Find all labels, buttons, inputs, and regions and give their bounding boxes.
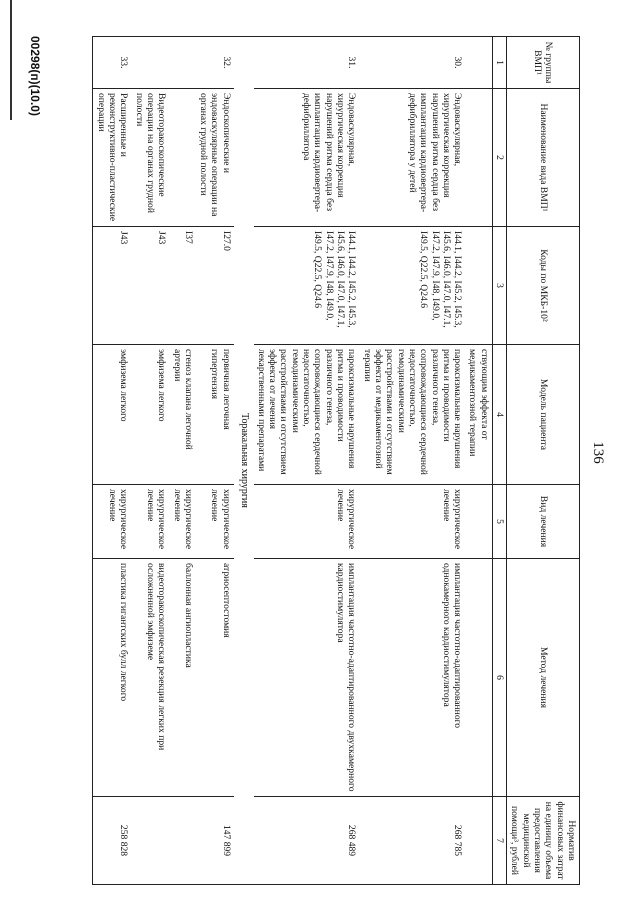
treatment-method: имплантация частотно-адаптированного двухкамерного кардиостимулятора bbox=[254, 559, 360, 797]
table-row bbox=[196, 37, 234, 885]
vmp-name: Видеоторакоскопические операции на органах грудной полости bbox=[131, 89, 169, 227]
patient-model-continued: ствующим эффекта от медикаментозной терапии bbox=[465, 345, 492, 485]
group-number: 30. bbox=[359, 37, 465, 89]
treatment-type: хирургическое лечение bbox=[131, 485, 169, 559]
column-number: 2 bbox=[492, 89, 506, 227]
column-number: 5 bbox=[492, 485, 506, 559]
table-header-row bbox=[507, 37, 580, 885]
vmp-name: Расширенные и реконструктивно-пластические операции bbox=[93, 89, 131, 227]
header-icd-codes: Коды по МКБ-10² bbox=[507, 227, 580, 345]
treatment-method: пластика гигантских булл легкого bbox=[93, 559, 131, 797]
vmp-name: Эндоваскулярная, хирургическая коррекция нарушений ритма сердца без имплантации кардиовертера-дефибриллятора bbox=[254, 89, 360, 227]
cost-norm bbox=[169, 797, 196, 885]
treatment-method: видеоторакоскопическая резекция легких при осложненной эмфиземе bbox=[131, 559, 169, 797]
table-row bbox=[93, 37, 131, 885]
document-code: 00298(п)(10.0) bbox=[28, 36, 42, 116]
icd-codes: J43 bbox=[131, 227, 169, 345]
cost-norm: 268 785 bbox=[359, 797, 465, 885]
vmp-name bbox=[169, 89, 196, 227]
patient-model: эмфизема легкого bbox=[131, 345, 169, 485]
icd-codes: J43 bbox=[93, 227, 131, 345]
column-number-row bbox=[492, 37, 506, 885]
cost-norm bbox=[131, 797, 169, 885]
section-title: Торакальная хирургия bbox=[234, 37, 254, 885]
header-treatment-type: Вид лечения bbox=[507, 485, 580, 559]
group-number: 32. bbox=[196, 37, 234, 89]
column-number: 1 bbox=[492, 37, 506, 89]
column-number: 7 bbox=[492, 797, 506, 885]
group-number bbox=[131, 37, 169, 89]
icd-codes: I44.1, I44.2, I45.2, I45.3, I45.6, I46.0, I47.0, I47.1, I47.2, I47.9, I48, I49.0, I49.5, Q22.5, Q24.6 bbox=[254, 227, 360, 345]
column-number: 4 bbox=[492, 345, 506, 485]
treatment-type: хирургическое лечение bbox=[196, 485, 234, 559]
vmp-name: Эндоваскулярная, хирургическая коррекция нарушений ритма сердца без имплантации кардиовертера-дефибриллятора у детей bbox=[359, 89, 465, 227]
group-number: 33. bbox=[93, 37, 131, 89]
treatment-type: хирургическое лечение bbox=[359, 485, 465, 559]
vmp-name: Эндоскопические и эндоваскулярные операции на органах грудной полости bbox=[196, 89, 234, 227]
column-number: 3 bbox=[492, 227, 506, 345]
treatment-type: хирургическое лечение bbox=[169, 485, 196, 559]
treatment-type: хирургическое лечение bbox=[93, 485, 131, 559]
cost-norm: 147 899 bbox=[196, 797, 234, 885]
page-number: 136 bbox=[590, 441, 606, 464]
icd-codes: I44.1, I44.2, I45.2, I45.3, I45.6, I46.0, I47.0, I47.1, I47.2, I47.9, I48, I49.0, I49.5, Q22.5, Q24.6 bbox=[359, 227, 465, 345]
patient-model: стеноз клапана легочной артерии bbox=[169, 345, 196, 485]
header-cost-norm: Норматив финансовых затрат на единицу объема предоставления медицинской помощи³, рублей bbox=[507, 797, 580, 885]
table-row bbox=[169, 37, 196, 885]
treatment-type: хирургическое лечение bbox=[254, 485, 360, 559]
table-row bbox=[359, 37, 465, 885]
icd-codes: I37 bbox=[169, 227, 196, 345]
column-number: 6 bbox=[492, 559, 506, 797]
section-row bbox=[234, 37, 254, 885]
cost-norm: 258 828 bbox=[93, 797, 131, 885]
table-row bbox=[131, 37, 169, 885]
patient-model: эмфизема легкого bbox=[93, 345, 131, 485]
group-number: 31. bbox=[254, 37, 360, 89]
patient-model: пароксизмальные нарушения ритма и проводимости различного генеза, сопровождающиеся сердечной недостаточностью, гемодинамическими расстройствами и отсутствием эффекта от медикаментозной терапии bbox=[359, 345, 465, 485]
header-group-number: № группы ВМП¹ bbox=[507, 37, 580, 89]
scan-edge-line bbox=[10, 0, 12, 120]
patient-model: первичная легочная гипертензия bbox=[196, 345, 234, 485]
treatment-method: баллонная ангиопластика bbox=[169, 559, 196, 797]
vmp-table bbox=[92, 36, 580, 885]
icd-codes: I27.0 bbox=[196, 227, 234, 345]
table-row bbox=[465, 37, 492, 885]
header-vmp-name: Наименование вида ВМП¹ bbox=[507, 89, 580, 227]
table-row bbox=[254, 37, 360, 885]
header-patient-model: Модель пациента bbox=[507, 345, 580, 485]
treatment-method: атриосептостомия bbox=[196, 559, 234, 797]
treatment-method: имплантация частотно-адаптированного однокамерного кардиостимулятора bbox=[359, 559, 465, 797]
patient-model: пароксизмальные нарушения ритма и проводимости различного генеза, сопровождающиеся сердечной недостаточностью, гемодинамическими расстройствами и отсутствием эффекта от лечения лекарственными препаратами bbox=[254, 345, 360, 485]
group-number bbox=[169, 37, 196, 89]
header-treatment-method: Метод лечения bbox=[507, 559, 580, 797]
cost-norm: 268 489 bbox=[254, 797, 360, 885]
